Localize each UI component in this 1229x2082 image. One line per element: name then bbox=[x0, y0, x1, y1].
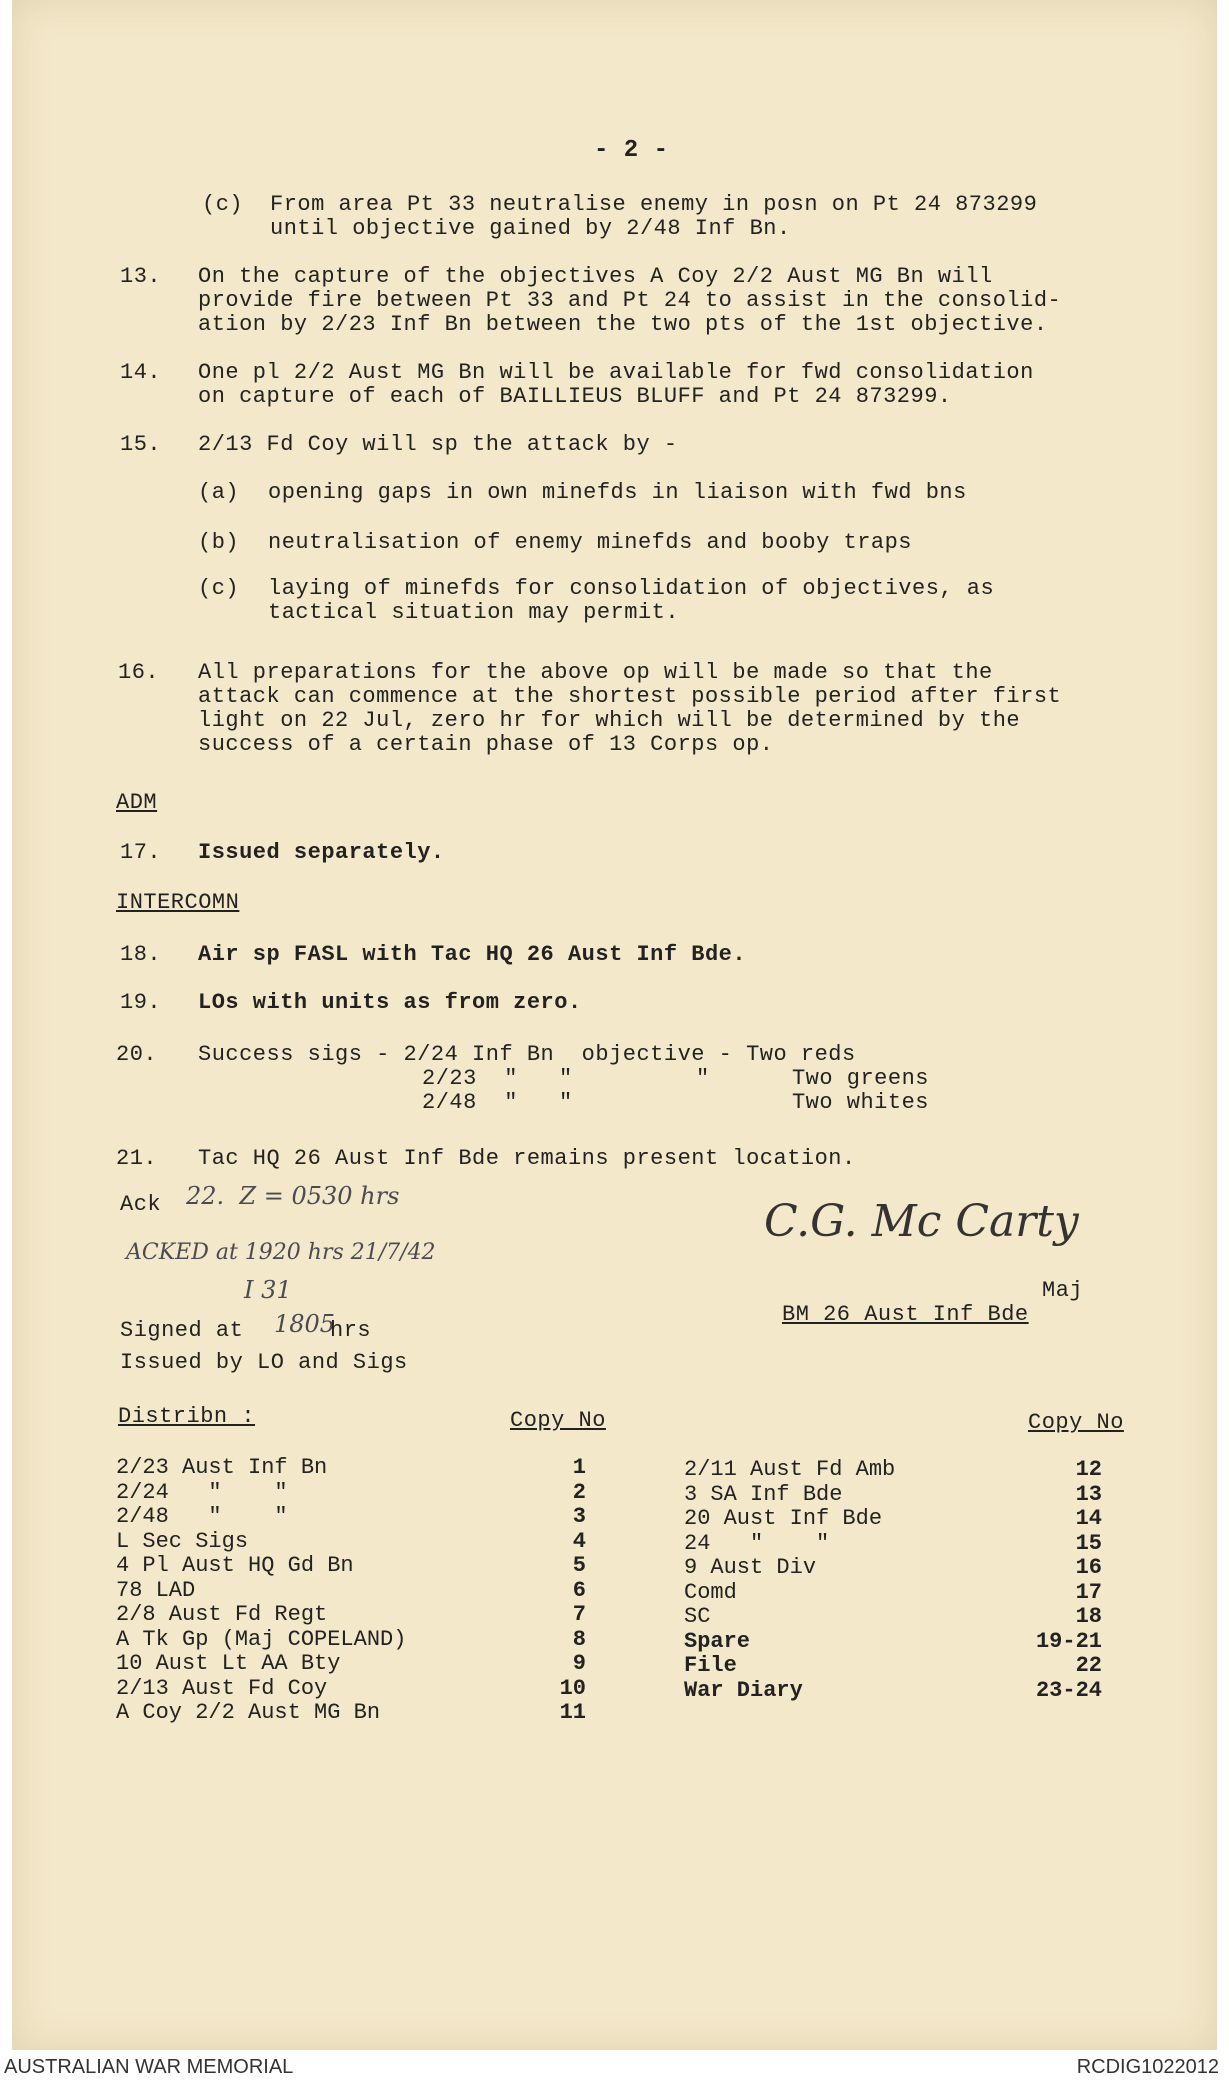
distribution-unit: 24 " " bbox=[684, 1530, 830, 1556]
signed-label: Signed at bbox=[120, 1318, 244, 1343]
para-13-number: 13. bbox=[120, 264, 162, 289]
para-13-line3: ation by 2/23 Inf Bn between the two pts of the 1st objective. bbox=[198, 312, 1048, 337]
table-row bbox=[116, 1677, 596, 1702]
distribution-right-list bbox=[684, 1458, 1114, 1703]
signed-hrs: hrs bbox=[330, 1318, 372, 1343]
distribution-unit: A Coy 2/2 Aust MG Bn bbox=[116, 1700, 381, 1725]
distribution-unit: File bbox=[684, 1653, 737, 1678]
table-row bbox=[684, 1556, 1114, 1581]
issued-by: Issued by LO and Sigs bbox=[120, 1350, 408, 1375]
distribution-unit: 2/11 Aust Fd Amb bbox=[684, 1457, 896, 1482]
maj-label: Maj bbox=[1042, 1278, 1084, 1303]
distribution-unit: SC bbox=[684, 1604, 711, 1629]
signature: C.G. Mc Carty bbox=[764, 1196, 1079, 1247]
table-row bbox=[116, 1701, 596, 1726]
para-14-number: 14. bbox=[120, 360, 162, 385]
para-15c-line1: laying of minefds for consolidation of objectives, as bbox=[268, 576, 995, 601]
para-16-line2: attack can commence at the shortest possible period after first bbox=[198, 684, 1062, 709]
distribution-unit: 2/23 Aust Inf Bn bbox=[116, 1455, 328, 1480]
distribution-copy: 1 bbox=[572, 1455, 586, 1480]
table-row bbox=[116, 1505, 596, 1530]
para-20-line1: Success sigs - 2/24 Inf Bn objective - Two reds bbox=[198, 1042, 856, 1067]
table-row bbox=[116, 1456, 596, 1481]
table-row bbox=[684, 1581, 1114, 1606]
para-15a-line1: opening gaps in own minefds in liaison with fwd bns bbox=[268, 480, 967, 505]
para-13-line2: provide fire between Pt 33 and Pt 24 to assist in the consolid- bbox=[198, 288, 1062, 313]
para-17-number: 17. bbox=[120, 840, 162, 865]
acked-handwritten: ACKED at 1920 hrs 21/7/42 bbox=[126, 1240, 436, 1265]
para-c-top-number: (c) bbox=[202, 192, 244, 217]
table-row bbox=[116, 1652, 596, 1677]
para-14-line1: One pl 2/2 Aust MG Bn will be available for fwd consolidation bbox=[198, 360, 1034, 385]
distribution-copy: 7 bbox=[572, 1602, 586, 1627]
para-19-text: LOs with units as from zero. bbox=[198, 990, 582, 1015]
table-row bbox=[116, 1554, 596, 1579]
para-15-line1: 2/13 Fd Coy will sp the attack by - bbox=[198, 432, 678, 457]
distribution-unit: Spare bbox=[684, 1628, 751, 1654]
table-row bbox=[684, 1630, 1114, 1655]
distribution-copy: 16 bbox=[1075, 1555, 1102, 1580]
bm-label: BM 26 Aust Inf Bde bbox=[782, 1302, 1029, 1327]
distribution-copy: 12 bbox=[1075, 1457, 1102, 1482]
para-15a-number: (a) bbox=[198, 480, 240, 505]
para-20-line2: 2/23 " " " Two greens bbox=[422, 1066, 929, 1091]
intercomn-heading: INTERCOMN bbox=[116, 890, 240, 915]
para-c-top-line1: From area Pt 33 neutralise enemy in posn on Pt 24 873299 bbox=[270, 192, 1038, 217]
para-13-line1: On the capture of the objectives A Coy 2/2 Aust MG Bn will bbox=[198, 264, 993, 289]
para-16-line3: light on 22 Jul, zero hr for which will be determined by the bbox=[198, 708, 1021, 733]
copy-no-header-left: Copy No bbox=[510, 1408, 606, 1433]
distribution-copy: 6 bbox=[572, 1577, 586, 1603]
distribution-unit: 20 Aust Inf Bde bbox=[684, 1506, 883, 1531]
distribution-unit: War Diary bbox=[684, 1677, 803, 1703]
distribution-copy: 10 bbox=[559, 1675, 586, 1701]
table-row bbox=[684, 1605, 1114, 1630]
para-20-line3: 2/48 " " Two whites bbox=[422, 1090, 929, 1115]
footer-bar bbox=[0, 2050, 1229, 2082]
distribution-unit: 2/48 " " bbox=[116, 1504, 288, 1529]
table-row bbox=[684, 1532, 1114, 1557]
distribution-unit: 4 Pl Aust HQ Gd Bn bbox=[116, 1553, 354, 1578]
table-row bbox=[684, 1458, 1114, 1483]
para-21-number: 21. bbox=[116, 1146, 158, 1171]
para-16-number: 16. bbox=[118, 660, 160, 685]
para-18-number: 18. bbox=[120, 942, 162, 967]
distribution-unit: L Sec Sigs bbox=[116, 1528, 249, 1554]
signed-time-handwritten: 1805 bbox=[274, 1310, 336, 1338]
adm-heading: ADM bbox=[116, 790, 158, 815]
table-row bbox=[684, 1507, 1114, 1532]
footer-right: RCDIG1022012 bbox=[1076, 2056, 1219, 2078]
distribution-copy: 22 bbox=[1075, 1653, 1102, 1678]
copy-no-header-right: Copy No bbox=[1028, 1410, 1124, 1435]
para-21-text: Tac HQ 26 Aust Inf Bde remains present location. bbox=[198, 1146, 856, 1171]
distribution-unit: 2/24 " " bbox=[116, 1479, 288, 1505]
table-row bbox=[116, 1603, 596, 1628]
ack-label: Ack bbox=[120, 1192, 162, 1217]
table-row bbox=[116, 1530, 596, 1555]
distribution-heading: Distribn : bbox=[118, 1404, 256, 1429]
distribution-unit: 3 SA Inf Bde bbox=[684, 1481, 843, 1507]
distribution-copy: 23-24 bbox=[1035, 1677, 1102, 1703]
distribution-copy: 2 bbox=[572, 1479, 586, 1505]
para-15c-line2: tactical situation may permit. bbox=[268, 600, 680, 625]
para-16-line1: All preparations for the above op will be made so that the bbox=[198, 660, 993, 685]
distribution-copy: 8 bbox=[572, 1626, 586, 1652]
distribution-left-list bbox=[116, 1456, 596, 1726]
ack-handwritten: 22. Z = 0530 hrs bbox=[186, 1182, 400, 1210]
para-15c-number: (c) bbox=[198, 576, 240, 601]
distribution-copy: 9 bbox=[572, 1651, 586, 1676]
table-row bbox=[684, 1679, 1114, 1704]
distribution-unit: 9 Aust Div bbox=[684, 1555, 817, 1580]
para-17-text: Issued separately. bbox=[198, 840, 445, 865]
distribution-copy: 3 bbox=[572, 1504, 586, 1529]
table-row bbox=[684, 1483, 1114, 1508]
distribution-copy: 15 bbox=[1075, 1530, 1102, 1556]
para-15-number: 15. bbox=[120, 432, 162, 457]
distribution-copy: 17 bbox=[1075, 1579, 1102, 1605]
distribution-unit: 10 Aust Lt AA Bty bbox=[116, 1651, 341, 1676]
distribution-copy: 4 bbox=[572, 1528, 586, 1554]
footer-left: AUSTRALIAN WAR MEMORIAL bbox=[4, 2056, 294, 2078]
table-row bbox=[684, 1654, 1114, 1679]
distribution-copy: 19-21 bbox=[1035, 1628, 1102, 1654]
page-number: - 2 - bbox=[594, 137, 669, 164]
para-14-line2: on capture of each of BAILLIEUS BLUFF and Pt 24 873299. bbox=[198, 384, 952, 409]
para-16-line4: success of a certain phase of 13 Corps op. bbox=[198, 732, 774, 757]
distribution-unit: 2/8 Aust Fd Regt bbox=[116, 1602, 328, 1627]
document-page bbox=[12, 0, 1217, 2050]
table-row bbox=[116, 1628, 596, 1653]
distribution-unit: 78 LAD bbox=[116, 1577, 196, 1603]
table-row bbox=[116, 1481, 596, 1506]
distribution-copy: 18 bbox=[1075, 1604, 1102, 1629]
para-19-number: 19. bbox=[120, 990, 162, 1015]
distribution-copy: 5 bbox=[572, 1553, 586, 1578]
para-c-top-line2: until objective gained by 2/48 Inf Bn. bbox=[270, 216, 791, 241]
distribution-unit: A Tk Gp (Maj COPELAND) bbox=[116, 1626, 407, 1652]
para-15b-number: (b) bbox=[198, 530, 240, 555]
initials-handwritten: I 31 bbox=[244, 1276, 292, 1304]
para-18-text: Air sp FASL with Tac HQ 26 Aust Inf Bde. bbox=[198, 942, 747, 967]
distribution-unit: Comd bbox=[684, 1579, 737, 1605]
distribution-copy: 13 bbox=[1075, 1481, 1102, 1507]
distribution-copy: 14 bbox=[1075, 1506, 1102, 1531]
distribution-unit: 2/13 Aust Fd Coy bbox=[116, 1675, 328, 1701]
distribution-copy: 11 bbox=[559, 1700, 586, 1725]
para-20-number: 20. bbox=[116, 1042, 158, 1067]
table-row bbox=[116, 1579, 596, 1604]
para-15b-line1: neutralisation of enemy minefds and booby traps bbox=[268, 530, 913, 555]
